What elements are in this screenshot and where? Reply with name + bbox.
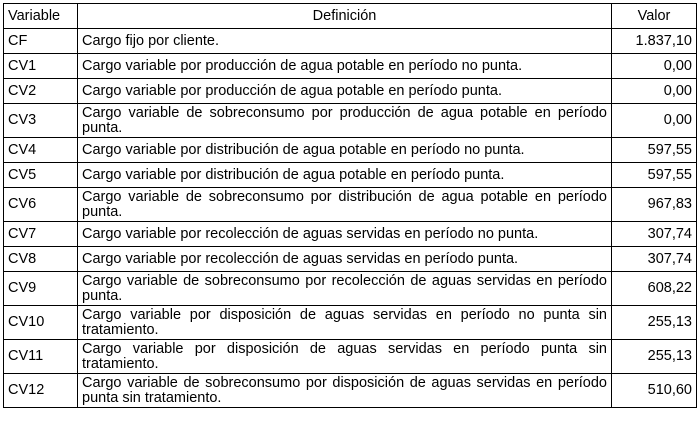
cell-variable: CV12 [4, 374, 78, 408]
cell-definicion: Cargo variable por recolección de aguas servidas en período punta. [78, 247, 612, 272]
table-row [4, 138, 697, 163]
cell-valor: 0,00 [612, 54, 697, 79]
cell-valor: 597,55 [612, 138, 697, 163]
cell-variable: CV9 [4, 272, 78, 306]
cell-definicion: Cargo variable por recolección de aguas servidas en período no punta. [78, 222, 612, 247]
table-row [4, 222, 697, 247]
table-row [4, 188, 697, 222]
table-row [4, 163, 697, 188]
cell-variable: CV10 [4, 306, 78, 340]
table-row [4, 374, 697, 408]
cell-variable: CV3 [4, 104, 78, 138]
cell-definicion: Cargo fijo por cliente. [78, 29, 612, 54]
cell-variable: CV1 [4, 54, 78, 79]
cell-valor: 255,13 [612, 340, 697, 374]
cell-valor: 255,13 [612, 306, 697, 340]
cell-variable: CV6 [4, 188, 78, 222]
cell-variable: CV2 [4, 79, 78, 104]
table-row [4, 104, 697, 138]
table-header-row [4, 4, 697, 29]
cell-valor: 510,60 [612, 374, 697, 408]
cell-valor: 608,22 [612, 272, 697, 306]
cell-variable: CV8 [4, 247, 78, 272]
cell-variable: CV7 [4, 222, 78, 247]
cell-variable: CV4 [4, 138, 78, 163]
cell-definicion: Cargo variable de sobreconsumo por recolección de aguas servidas en período punta. [78, 272, 612, 306]
cell-valor: 967,83 [612, 188, 697, 222]
cell-valor: 307,74 [612, 222, 697, 247]
cell-valor: 0,00 [612, 79, 697, 104]
table-row [4, 272, 697, 306]
tariff-table [3, 3, 697, 408]
cell-valor: 597,55 [612, 163, 697, 188]
table-row [4, 247, 697, 272]
cell-variable: CV11 [4, 340, 78, 374]
table-row [4, 54, 697, 79]
cell-definicion: Cargo variable por producción de agua potable en período no punta. [78, 54, 612, 79]
cell-variable: CV5 [4, 163, 78, 188]
table-row [4, 306, 697, 340]
header-valor: Valor [612, 4, 697, 29]
table-row [4, 29, 697, 54]
cell-definicion: Cargo variable por disposición de aguas servidas en período punta sin tratamiento. [78, 340, 612, 374]
header-definicion: Definición [78, 4, 612, 29]
table-row [4, 79, 697, 104]
table-row [4, 340, 697, 374]
cell-definicion: Cargo variable por disposición de aguas servidas en período no punta sin tratamiento. [78, 306, 612, 340]
header-variable: Variable [4, 4, 78, 29]
cell-variable: CF [4, 29, 78, 54]
cell-valor: 1.837,10 [612, 29, 697, 54]
cell-valor: 307,74 [612, 247, 697, 272]
cell-definicion: Cargo variable por producción de agua potable en período punta. [78, 79, 612, 104]
cell-definicion: Cargo variable de sobreconsumo por disposición de aguas servidas en período punta sin tratamiento. [78, 374, 612, 408]
cell-valor: 0,00 [612, 104, 697, 138]
cell-definicion: Cargo variable de sobreconsumo por producción de agua potable en período punta. [78, 104, 612, 138]
cell-definicion: Cargo variable de sobreconsumo por distribución de agua potable en período punta. [78, 188, 612, 222]
cell-definicion: Cargo variable por distribución de agua potable en período no punta. [78, 138, 612, 163]
cell-definicion: Cargo variable por distribución de agua potable en período punta. [78, 163, 612, 188]
